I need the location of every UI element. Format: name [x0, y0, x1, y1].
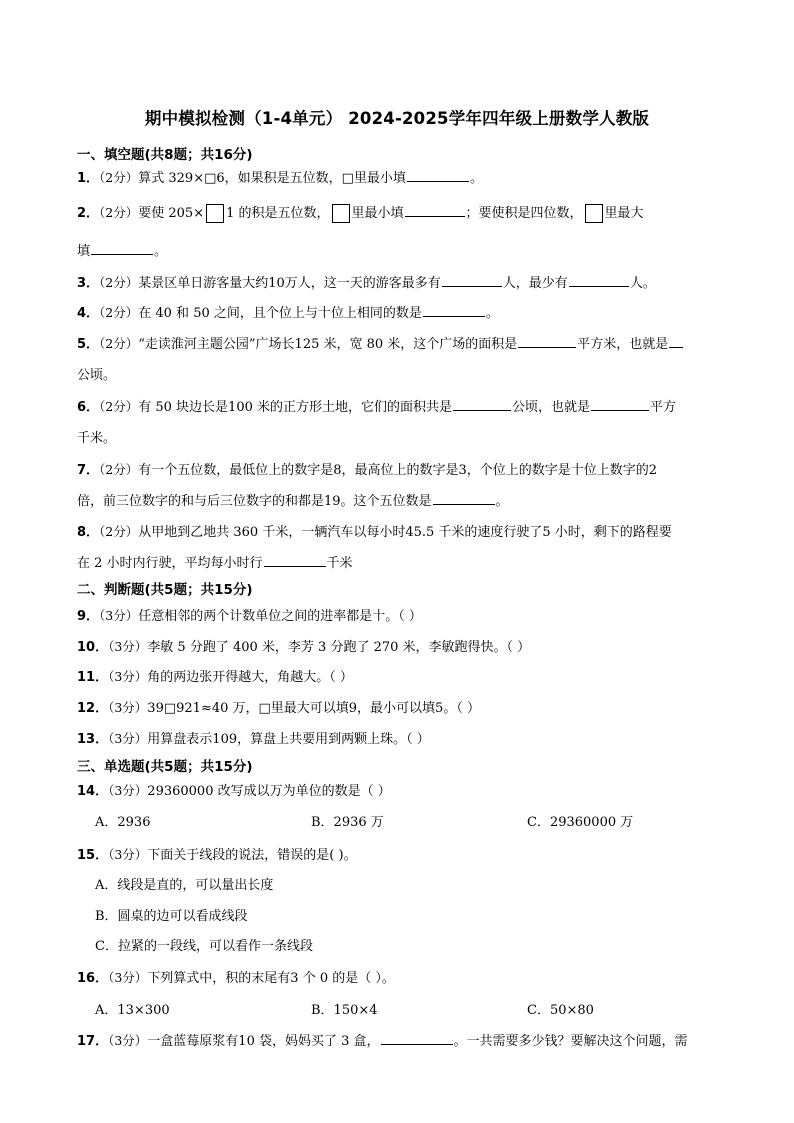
digit-box[interactable]: [206, 204, 224, 223]
question-text: 人。: [629, 276, 656, 291]
question-4: [77, 302, 499, 321]
question-score: （3分）: [108, 731, 148, 746]
question-score: （3分）: [108, 639, 148, 654]
answer-blank[interactable]: [405, 204, 465, 217]
question-2-continued: [77, 240, 167, 259]
question-17: [77, 1030, 688, 1049]
answer-blank[interactable]: [453, 398, 511, 411]
question-score: （3分）: [99, 608, 139, 623]
question-15: [77, 844, 357, 863]
question-number: 10．: [77, 640, 109, 655]
question-text: 填: [77, 244, 91, 259]
answer-blank[interactable]: [569, 274, 629, 287]
question-10: [77, 636, 530, 655]
question-text: 公顷。: [77, 368, 117, 383]
question-2: [77, 202, 644, 223]
question-text: ；要使积是四位数，: [465, 206, 583, 221]
question-11: [77, 666, 353, 685]
answer-blank[interactable]: [423, 304, 485, 317]
question-text: 任意相邻的两个计数单位之间的进率都是十。（ ）: [138, 609, 422, 624]
question-text: 下面关于线段的说法，错误的是( )。: [147, 848, 357, 863]
question-16: [77, 967, 395, 986]
question-text: 某景区单日游客量大约10万人，这一天的游客最多有: [138, 276, 441, 291]
question-number: 12．: [77, 701, 109, 716]
question-text: “走读淮河主题公园”广场长125 米，宽 80 米，这个广场的面积是: [138, 337, 518, 352]
question-score: （2分）: [99, 524, 139, 539]
question-5-continued: [77, 364, 116, 383]
question-text: 倍，前三位数字的和与后三位数字的和都是19。这个五位数是: [77, 494, 432, 509]
question-number: 3．: [77, 276, 100, 291]
question-text: 里最小填: [351, 206, 404, 221]
question-12: [77, 697, 480, 716]
question-text: 平方: [650, 400, 677, 415]
question-text: 千米: [326, 556, 353, 571]
question-number: 13．: [77, 732, 109, 747]
question-text: 要使 205×: [138, 206, 205, 221]
question-text: 李敏 5 分跑了 400 米，李芳 3 分跑了 270 米，李敏跑得快。（ ）: [147, 640, 531, 655]
question-text: 下列算式中，积的末尾有3 个 0 的是（ ）。: [147, 971, 395, 986]
question-number: 9．: [77, 609, 100, 624]
question-score: （2分）: [99, 462, 139, 477]
question-text: 角的两边张开得越大，角越大。（ ）: [147, 670, 353, 685]
answer-blank[interactable]: [518, 335, 576, 348]
question-9: [77, 605, 422, 624]
question-text: 在 40 和 50 之间，且个位上与十位上相同的数是: [138, 306, 422, 321]
option-b[interactable]: B．圆桌的边可以看成线段: [95, 909, 248, 924]
question-5: [77, 333, 684, 352]
question-text: 有一个五位数，最低位上的数字是8，最高位上的数字是3，个位上的数字是十位上数字的2: [138, 463, 658, 478]
section-heading-single-choice: 三、单选题(共5题；共15分): [77, 759, 253, 775]
option-c[interactable]: C．拉紧的一段线，可以看作一条线段: [95, 939, 313, 954]
question-number: 7．: [77, 463, 100, 478]
option-b[interactable]: B．150×4: [311, 1003, 378, 1018]
answer-blank[interactable]: [442, 274, 502, 287]
question-score: （3分）: [108, 783, 148, 798]
question-text: 千米。: [77, 431, 117, 446]
question-text: 从甲地到乙地共 360 千米，一辆汽车以每小时45.5 千米的速度行驶了5 小时，剩下的路程要: [138, 525, 672, 540]
question-score: （2分）: [99, 305, 139, 320]
question-13: [77, 728, 430, 747]
question-number: 16．: [77, 971, 109, 986]
question-score: （2分）: [99, 275, 139, 290]
question-text: 有 50 块边长是100 米的正方形土地，它们的面积共是: [138, 400, 453, 415]
question-text: 。一共需要多少钱？要解决这个问题，需: [453, 1034, 688, 1049]
answer-blank[interactable]: [591, 398, 649, 411]
question-number: 17．: [77, 1034, 109, 1049]
question-text: 算式 329×□6，如果积是五位数，□里最小填: [138, 171, 406, 186]
question-text: 里最大: [604, 206, 644, 221]
question-text: 。: [495, 494, 509, 509]
question-7-continued: [77, 490, 509, 509]
question-number: 15．: [77, 848, 109, 863]
question-6: [77, 396, 676, 415]
answer-blank[interactable]: [669, 335, 683, 348]
question-text: 39□921≈40 万，□里最大可以填9，最小可以填5。（ ）: [147, 701, 480, 716]
question-text: 1 的积是五位数，: [226, 206, 330, 221]
answer-blank[interactable]: [433, 492, 495, 505]
question-7: [77, 459, 657, 478]
answer-blank[interactable]: [407, 169, 469, 182]
question-8-continued: [77, 552, 353, 571]
question-text: 29360000 改写成以万为单位的数是（ ）: [147, 784, 391, 799]
question-number: 6．: [77, 400, 100, 415]
question-14: [77, 780, 391, 799]
question-text: 。: [154, 244, 168, 259]
answer-blank[interactable]: [91, 242, 153, 255]
question-text: 公顷，也就是: [512, 400, 591, 415]
question-score: （3分）: [108, 1033, 148, 1048]
option-a[interactable]: A．13×300: [95, 1003, 170, 1018]
question-score: （3分）: [108, 669, 148, 684]
question-score: （2分）: [99, 399, 139, 414]
question-6-continued: [77, 427, 116, 446]
question-text: 在 2 小时内行驶，平均每小时行: [77, 556, 263, 571]
question-number: 4．: [77, 306, 100, 321]
question-number: 1．: [77, 171, 100, 186]
question-text: 。: [469, 171, 483, 186]
option-a[interactable]: A．线段是直的，可以量出长度: [95, 878, 274, 893]
question-3: [77, 272, 656, 291]
question-8: [77, 521, 672, 540]
question-score: （2分）: [99, 336, 139, 351]
question-1: [77, 167, 483, 186]
question-number: 5．: [77, 337, 100, 352]
question-number: 14．: [77, 784, 109, 799]
section-heading-true-false: 二、判断题(共5题；共15分): [77, 582, 253, 598]
question-text: 用算盘表示109，算盘上共要用到两颗上珠。（ ）: [147, 732, 430, 747]
question-text: 平方米，也就是: [577, 337, 669, 352]
page-title: 期中模拟检测（1-4单元） 2024-2025学年四年级上册数学人教版: [144, 109, 650, 128]
option-c[interactable]: C．29360000 万: [527, 815, 634, 830]
question-score: （3分）: [108, 700, 148, 715]
question-number: 8．: [77, 525, 100, 540]
question-number: 11．: [77, 670, 109, 685]
question-text: 。: [485, 306, 499, 321]
question-number: 2．: [77, 206, 100, 221]
digit-box[interactable]: [332, 204, 350, 223]
question-score: （2分）: [99, 205, 139, 220]
option-a[interactable]: A．2936: [95, 815, 151, 830]
question-text: 人，最少有: [502, 276, 568, 291]
answer-blank[interactable]: [264, 554, 326, 567]
question-score: （3分）: [108, 847, 148, 862]
answer-blank[interactable]: [381, 1032, 453, 1045]
question-score: （3分）: [108, 970, 148, 985]
option-b[interactable]: B．2936 万: [311, 815, 384, 830]
question-text: 一盒蓝莓原浆有10 袋，妈妈买了 3 盒，: [147, 1034, 380, 1049]
option-c[interactable]: C．50×80: [527, 1003, 594, 1018]
question-score: （2分）: [99, 170, 139, 185]
digit-box[interactable]: [585, 204, 603, 223]
section-heading-fill-in: 一、填空题(共8题；共16分): [77, 147, 253, 163]
